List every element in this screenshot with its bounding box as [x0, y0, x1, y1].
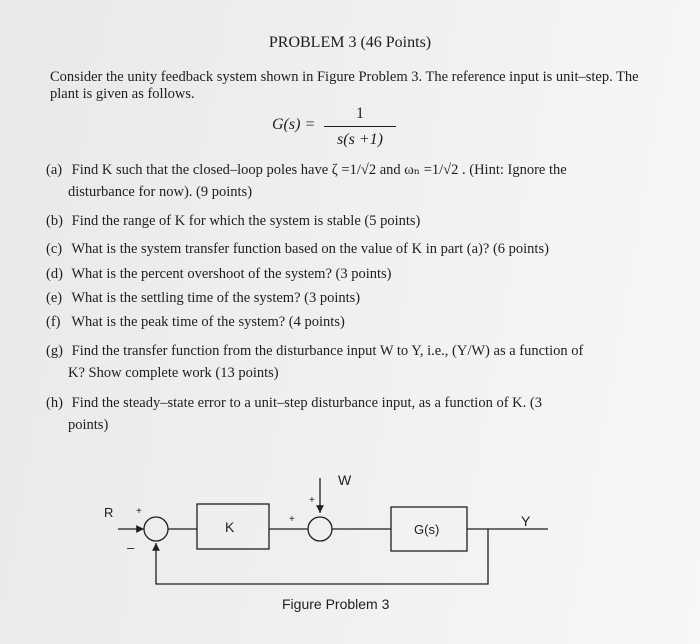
question-label: (d)	[46, 266, 63, 282]
question-b	[46, 210, 666, 232]
question-label: (g)	[46, 343, 63, 359]
problem-title: PROBLEM 3 (46 Points)	[268, 34, 432, 51]
question-text: Find the range of K for which the system is stable (5 points)	[71, 213, 421, 229]
sum2-plus-left: +	[289, 514, 295, 525]
formula-fraction	[324, 103, 396, 150]
fraction-bar	[324, 126, 396, 127]
formula-numerator: 1	[356, 105, 364, 122]
question-h	[46, 392, 666, 436]
question-label: (a)	[46, 162, 63, 178]
disturbance-label-w: W	[338, 472, 352, 488]
summing-junction-1	[144, 517, 168, 541]
question-text: What is the settling time of the system? (3 points)	[71, 290, 361, 306]
question-text: What is the peak time of the system? (4 points)	[71, 314, 345, 330]
question-text: Find K such that the closed–loop poles have ζ =1/√2 and ωₙ =1/√2 . (Hint: Ignore the	[71, 162, 567, 178]
feedback-path	[156, 529, 488, 584]
question-text: What is the percent overshoot of the system? (3 points)	[71, 266, 392, 282]
question-text: What is the system transfer function based on the value of K in part (a)? (6 points)	[71, 241, 549, 257]
question-label: (h)	[46, 395, 63, 411]
input-label-r: R	[104, 505, 114, 520]
formula-lhs: G(s) =	[272, 116, 316, 133]
sum1-minus-sign: –	[127, 540, 135, 555]
question-d	[46, 263, 666, 285]
question-label: (c)	[46, 241, 63, 257]
summing-junction-2	[308, 517, 332, 541]
sum1-plus-sign: +	[136, 506, 142, 517]
question-e	[46, 287, 666, 309]
question-text-continued: K? Show complete work (13 points)	[68, 365, 279, 381]
plant-label: G(s)	[414, 522, 440, 537]
question-text: Find the transfer function from the disturbance input W to Y, i.e., (Y/W) as a function of	[71, 343, 584, 359]
question-a	[46, 159, 666, 203]
question-c	[46, 238, 666, 260]
question-f	[46, 311, 666, 333]
sum2-plus-top: +	[309, 495, 315, 506]
question-label: (b)	[46, 213, 63, 229]
controller-label: K	[225, 519, 235, 535]
figure-caption: Figure Problem 3	[282, 596, 390, 612]
problem-intro: Consider the unity feedback system shown in Figure Problem 3. The reference input is unit–step. The plant is given as follows.	[50, 69, 639, 102]
block-diagram	[0, 460, 700, 644]
question-label: (f)	[46, 314, 61, 330]
formula-denominator: s(s +1)	[337, 131, 383, 148]
question-text-continued: points)	[68, 417, 109, 433]
question-g	[46, 340, 666, 384]
question-text: Find the steady–state error to a unit–step disturbance input, as a function of K. (3	[71, 395, 542, 411]
question-label: (e)	[46, 290, 63, 306]
question-text-continued: disturbance for now). (9 points)	[68, 184, 253, 200]
output-label-y: Y	[521, 513, 531, 529]
